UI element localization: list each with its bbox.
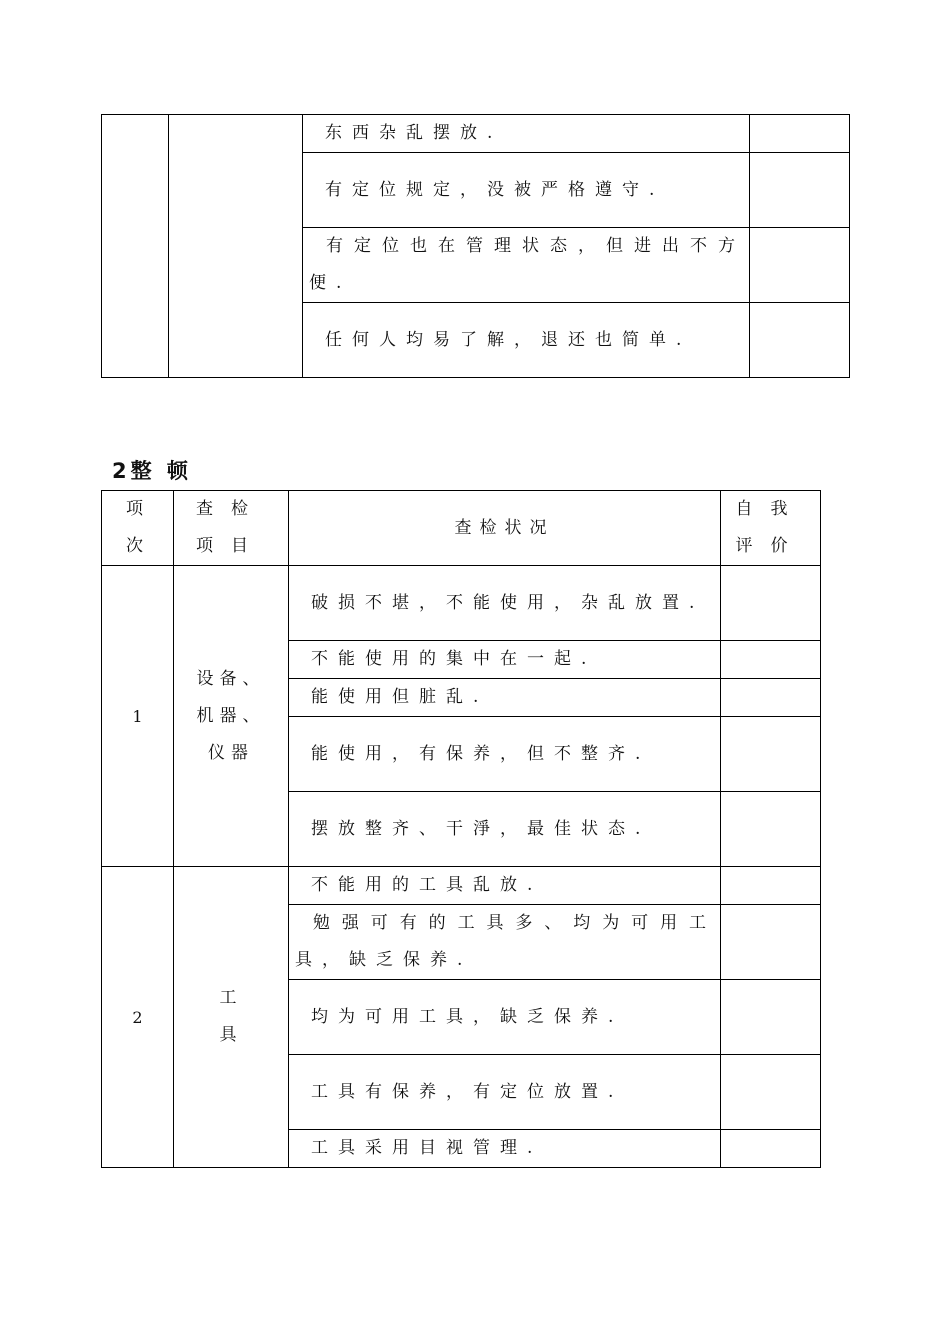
table1-eval-cell xyxy=(750,228,850,303)
table1-col1-cell xyxy=(102,115,169,378)
group1-eval-cell xyxy=(721,641,821,679)
header-check-status: 查检状况 xyxy=(289,491,721,566)
group1-eval-cell xyxy=(721,717,821,792)
group1-eval-cell xyxy=(721,566,821,641)
table1-status-cell: 有定位规定，没被严格遵守. xyxy=(303,153,750,228)
group2-eval-cell xyxy=(721,980,821,1055)
group1-status-cell: 能使用但脏乱. xyxy=(289,679,721,717)
group1-item: 设备、机器、仪器 xyxy=(174,566,289,867)
group2-status-cell: 勉强可有的工具多、均为可用工具，缺乏保养. xyxy=(289,905,721,980)
section-title: 2整 顿 xyxy=(112,459,192,483)
table1-eval-cell xyxy=(750,303,850,378)
seiton-check-table xyxy=(101,490,821,1168)
group2-status-cell: 均为可用工具，缺乏保养. xyxy=(289,980,721,1055)
group2-eval-cell xyxy=(721,867,821,905)
group1-status-cell: 破损不堪，不能使用，杂乱放置. xyxy=(289,566,721,641)
group2-status-cell: 工具有保养，有定位放置. xyxy=(289,1055,721,1130)
table1-status-cell: 有定位也在管理状态，但进出不方便. xyxy=(303,228,750,303)
group2-item: 工具 xyxy=(174,867,289,1168)
header-item-number: 项次 xyxy=(102,491,174,566)
table1-status-cell: 东西杂乱摆放. xyxy=(303,115,750,153)
group2-status-cell: 工具采用目视管理. xyxy=(289,1130,721,1168)
group1-eval-cell xyxy=(721,679,821,717)
group2-eval-cell xyxy=(721,1130,821,1168)
group2-number: 2 xyxy=(102,867,174,1168)
table1-status-cell: 任何人均易了解，退还也简单. xyxy=(303,303,750,378)
table1-eval-cell xyxy=(750,115,850,153)
group2-status-cell: 不能用的工具乱放. xyxy=(289,867,721,905)
group1-eval-cell xyxy=(721,792,821,867)
table1-eval-cell xyxy=(750,153,850,228)
group1-status-cell: 不能使用的集中在一起. xyxy=(289,641,721,679)
group1-status-cell: 摆放整齐、干淨，最佳状态. xyxy=(289,792,721,867)
header-check-item: 查检项目 xyxy=(174,491,289,566)
group2-eval-cell xyxy=(721,905,821,980)
group1-status-cell: 能使用，有保养，但不整齐. xyxy=(289,717,721,792)
header-self-evaluation: 自我评价 xyxy=(721,491,821,566)
table1-col2-cell xyxy=(169,115,303,378)
previous-check-table xyxy=(101,114,850,378)
group2-eval-cell xyxy=(721,1055,821,1130)
group1-number: 1 xyxy=(102,566,174,867)
